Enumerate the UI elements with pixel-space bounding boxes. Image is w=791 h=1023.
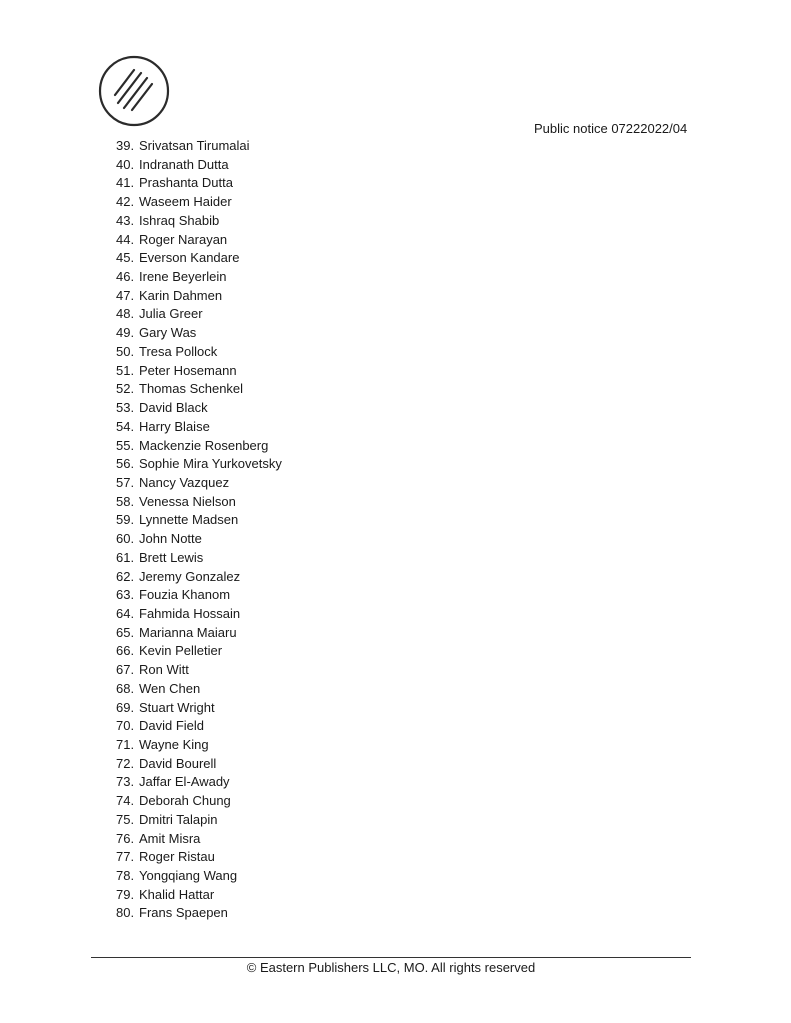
list-item-name: Jeremy Gonzalez xyxy=(139,568,241,584)
list-item-name: Lynnette Madsen xyxy=(139,512,239,528)
list-item-number: 40. xyxy=(116,156,135,172)
list-item-number: 47. xyxy=(116,287,135,303)
list-item-number: 77. xyxy=(116,849,135,865)
list-item xyxy=(0,792,600,811)
list-item xyxy=(0,773,600,792)
list-item-name: Fouzia Khanom xyxy=(139,587,231,603)
list-item xyxy=(0,474,600,493)
list-item xyxy=(0,305,600,324)
list-item xyxy=(0,568,600,587)
list-item-name: Frans Spaepen xyxy=(139,905,228,921)
list-item xyxy=(0,830,600,849)
list-item-number: 60. xyxy=(116,531,135,547)
list-item xyxy=(0,624,600,643)
list-item xyxy=(0,811,600,830)
list-item-number: 64. xyxy=(116,605,135,621)
list-item-name: Kevin Pelletier xyxy=(139,643,223,659)
list-item-name: Gary Was xyxy=(139,325,197,341)
list-item xyxy=(0,904,600,923)
list-item-name: Jaffar El-Awady xyxy=(139,774,230,790)
list-item-number: 46. xyxy=(116,269,135,285)
list-item-number: 79. xyxy=(116,886,135,902)
list-item xyxy=(0,493,600,512)
list-item xyxy=(0,511,600,530)
list-item xyxy=(0,530,600,549)
list-item-number: 59. xyxy=(116,512,135,528)
list-item-name: Ron Witt xyxy=(139,662,189,678)
list-item-name: Waseem Haider xyxy=(139,194,232,210)
list-item-number: 50. xyxy=(116,343,135,359)
list-item xyxy=(0,736,600,755)
list-item-name: Roger Ristau xyxy=(139,849,215,865)
list-item xyxy=(0,249,600,268)
list-item xyxy=(0,362,600,381)
list-item xyxy=(0,680,600,699)
list-item-number: 63. xyxy=(116,587,135,603)
list-item-name: Khalid Hattar xyxy=(139,886,215,902)
list-item-name: Karin Dahmen xyxy=(139,287,223,303)
list-item xyxy=(0,755,600,774)
list-item xyxy=(0,343,600,362)
list-item-number: 72. xyxy=(116,755,135,771)
list-item xyxy=(0,586,600,605)
list-item xyxy=(0,717,600,736)
list-item-number: 53. xyxy=(116,400,135,416)
list-item xyxy=(0,867,600,886)
list-item-name: Stuart Wright xyxy=(139,699,215,715)
list-item-number: 57. xyxy=(116,474,135,490)
list-item-name: Marianna Maiaru xyxy=(139,624,237,640)
list-item-number: 56. xyxy=(116,456,135,472)
list-item xyxy=(0,324,600,343)
list-item-name: Tresa Pollock xyxy=(139,343,218,359)
list-item-number: 62. xyxy=(116,568,135,584)
list-item-name: Julia Greer xyxy=(139,306,203,322)
list-item-name: Amit Misra xyxy=(139,830,201,846)
list-item xyxy=(0,231,600,250)
list-item-name: Roger Narayan xyxy=(139,231,228,247)
list-item-name: Ishraq Shabib xyxy=(139,212,220,228)
list-item xyxy=(0,418,600,437)
list-item-name: Nancy Vazquez xyxy=(139,474,230,490)
list-item-number: 54. xyxy=(116,418,135,434)
list-item-number: 80. xyxy=(116,905,135,921)
list-item xyxy=(0,661,600,680)
list-item-number: 68. xyxy=(116,680,135,696)
list-item xyxy=(0,268,600,287)
list-item xyxy=(0,174,600,193)
footer-copyright: © Eastern Publishers LLC, MO. All rights reserved xyxy=(246,960,536,975)
list-item-name: Yongqiang Wang xyxy=(139,868,238,884)
list-item-number: 43. xyxy=(116,212,135,228)
list-item-name: Brett Lewis xyxy=(139,549,204,565)
list-item-number: 73. xyxy=(116,774,135,790)
list-item-number: 55. xyxy=(116,437,135,453)
list-item-name: Peter Hosemann xyxy=(139,362,237,378)
list-item xyxy=(0,437,600,456)
list-item-name: Prashanta Dutta xyxy=(139,175,233,191)
list-item-name: John Notte xyxy=(139,531,202,547)
list-item-name: Sophie Mira Yurkovetsky xyxy=(139,456,282,472)
list-item-number: 76. xyxy=(116,830,135,846)
list-item-name: Dmitri Talapin xyxy=(139,811,218,827)
list-item-name: Venessa Nielson xyxy=(139,493,236,509)
footer-divider xyxy=(91,957,691,958)
list-item-name: Irene Beyerlein xyxy=(139,269,227,285)
list-item-name: Wayne King xyxy=(139,737,209,752)
list-item-name: David Black xyxy=(139,400,208,416)
list-item-number: 67. xyxy=(116,662,135,678)
list-item-number: 70. xyxy=(116,718,135,734)
list-item-number: 52. xyxy=(116,381,135,397)
list-item-name: David Field xyxy=(139,718,205,734)
list-item-name: David Bourell xyxy=(139,755,217,771)
list-item-number: 78. xyxy=(116,868,135,884)
list-item-number: 75. xyxy=(116,811,135,827)
diagonal-stripes-circle-logo-icon xyxy=(98,55,170,127)
list-item-name: Thomas Schenkel xyxy=(139,381,244,397)
list-item-number: 44. xyxy=(116,231,135,247)
list-item-name: Fahmida Hossain xyxy=(139,605,241,621)
list-item xyxy=(0,642,600,661)
list-item xyxy=(0,549,600,568)
list-item-number: 42. xyxy=(116,194,135,210)
list-item-name: Harry Blaise xyxy=(139,418,210,434)
list-item-number: 66. xyxy=(116,643,135,659)
list-item-number: 45. xyxy=(116,250,135,266)
list-item xyxy=(0,380,600,399)
list-item-name: Indranath Dutta xyxy=(139,156,229,172)
list-item-number: 58. xyxy=(116,493,135,509)
list-item xyxy=(0,193,600,212)
list-item-number: 39. xyxy=(116,138,135,153)
list-item-number: 69. xyxy=(116,699,135,715)
list-item-number: 74. xyxy=(116,793,135,809)
names-list xyxy=(0,137,600,923)
list-item-number: 41. xyxy=(116,175,135,191)
list-item xyxy=(0,156,600,175)
list-item-number: 61. xyxy=(116,549,135,565)
list-item-number: 51. xyxy=(116,362,135,378)
list-item-name: Wen Chen xyxy=(139,680,201,696)
list-item-number: 49. xyxy=(116,325,135,341)
list-item-number: 48. xyxy=(116,306,135,322)
list-item-name: Everson Kandare xyxy=(139,250,240,266)
list-item xyxy=(0,212,600,231)
list-item xyxy=(0,886,600,905)
list-item xyxy=(0,699,600,718)
list-item-number: 71. xyxy=(116,737,135,752)
list-item-name: Deborah Chung xyxy=(139,793,231,809)
list-item xyxy=(0,399,600,418)
list-item xyxy=(0,605,600,624)
list-item-name: Srivatsan Tirumalai xyxy=(139,138,250,153)
list-item xyxy=(0,287,600,306)
list-item-number: 65. xyxy=(116,624,135,640)
list-item-name: Mackenzie Rosenberg xyxy=(139,437,269,453)
list-item xyxy=(0,848,600,867)
list-item xyxy=(0,455,600,474)
list-item xyxy=(0,137,600,156)
public-notice-number: Public notice 07222022/04 xyxy=(534,121,688,136)
